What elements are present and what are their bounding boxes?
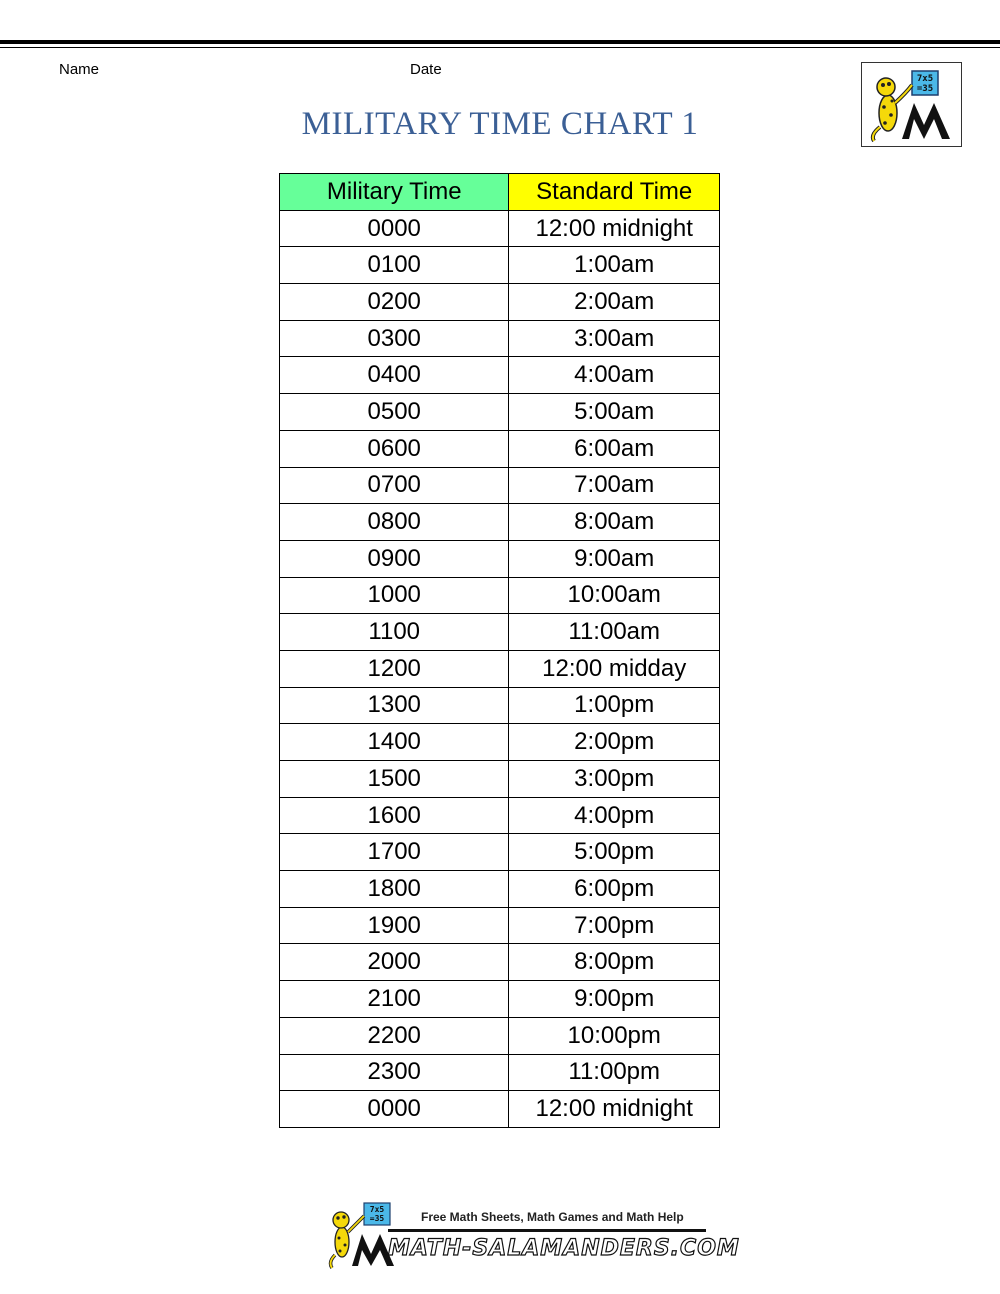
- standard-time-cell: 8:00am: [509, 504, 720, 541]
- standard-time-cell: 4:00pm: [509, 797, 720, 834]
- table-row: [280, 907, 720, 944]
- standard-time-cell: 6:00am: [509, 430, 720, 467]
- military-time-cell: 0700: [280, 467, 509, 504]
- standard-time-cell: 6:00pm: [509, 871, 720, 908]
- military-time-cell: 1700: [280, 834, 509, 871]
- military-time-cell: 0500: [280, 394, 509, 431]
- standard-time-cell: 11:00pm: [509, 1054, 720, 1091]
- military-time-cell: 1200: [280, 650, 509, 687]
- military-time-cell: 0800: [280, 504, 509, 541]
- table-row: [280, 871, 720, 908]
- standard-time-cell: 10:00am: [509, 577, 720, 614]
- standard-time-cell: 9:00am: [509, 540, 720, 577]
- table-row: [280, 1054, 720, 1091]
- table-row: [280, 247, 720, 284]
- standard-time-cell: 7:00am: [509, 467, 720, 504]
- table-row: [280, 357, 720, 394]
- military-time-table: [279, 173, 720, 1128]
- standard-time-cell: 4:00am: [509, 357, 720, 394]
- standard-time-header: Standard Time: [509, 174, 720, 211]
- table-row: [280, 394, 720, 431]
- military-time-cell: 1800: [280, 871, 509, 908]
- table-row: [280, 981, 720, 1018]
- standard-time-cell: 8:00pm: [509, 944, 720, 981]
- name-label: Name: [59, 61, 100, 78]
- military-time-cell: 1400: [280, 724, 509, 761]
- military-time-cell: 1600: [280, 797, 509, 834]
- military-time-cell: 1900: [280, 907, 509, 944]
- footer-badge-line2: =35: [369, 1214, 385, 1223]
- footer-tagline: Free Math Sheets, Math Games and Math Help: [421, 1210, 684, 1224]
- table-row: [280, 467, 720, 504]
- table-row: [280, 320, 720, 357]
- logo-badge-line1: 7x5: [916, 74, 934, 84]
- footer-site-name: MATH-SALAMANDERS.COM: [388, 1236, 740, 1261]
- military-time-cell: 2200: [280, 1017, 509, 1054]
- standard-time-cell: 2:00pm: [509, 724, 720, 761]
- table-row: [280, 724, 720, 761]
- military-time-cell: 0600: [280, 430, 509, 467]
- footer-rule: [388, 1229, 706, 1232]
- table-row: [280, 1091, 720, 1128]
- table-row: [280, 284, 720, 321]
- standard-time-cell: 5:00pm: [509, 834, 720, 871]
- top-rule-thin: [0, 47, 1000, 48]
- table-row: [280, 797, 720, 834]
- standard-time-cell: 5:00am: [509, 394, 720, 431]
- standard-time-cell: 2:00am: [509, 284, 720, 321]
- military-time-cell: 2300: [280, 1054, 509, 1091]
- table-row: [280, 614, 720, 651]
- military-time-cell: 1300: [280, 687, 509, 724]
- table-row: [280, 687, 720, 724]
- salamander-logo: [861, 62, 962, 147]
- table-row: [280, 540, 720, 577]
- standard-time-cell: 1:00pm: [509, 687, 720, 724]
- table-row: [280, 834, 720, 871]
- footer-salamander-icon: [326, 1200, 396, 1270]
- military-time-cell: 0400: [280, 357, 509, 394]
- military-time-cell: 0900: [280, 540, 509, 577]
- standard-time-cell: 12:00 midnight: [509, 1091, 720, 1128]
- military-time-cell: 2000: [280, 944, 509, 981]
- military-time-cell: 0000: [280, 1091, 509, 1128]
- military-time-header: Military Time: [280, 174, 509, 211]
- table-row: [280, 577, 720, 614]
- standard-time-cell: 1:00am: [509, 247, 720, 284]
- military-time-cell: 1000: [280, 577, 509, 614]
- table-row: [280, 430, 720, 467]
- footer-branding: [326, 1200, 740, 1270]
- standard-time-cell: 12:00 midday: [509, 650, 720, 687]
- table-row: [280, 761, 720, 798]
- salamander-logo-graphic: [862, 63, 960, 145]
- table-row: [280, 1017, 720, 1054]
- standard-time-cell: 9:00pm: [509, 981, 720, 1018]
- standard-time-cell: 11:00am: [509, 614, 720, 651]
- table-header-row: [280, 174, 720, 211]
- date-label: Date: [410, 61, 442, 78]
- logo-badge-line2: =35: [916, 84, 934, 94]
- military-time-cell: 0200: [280, 284, 509, 321]
- military-time-cell: 0000: [280, 210, 509, 247]
- military-time-cell: 1100: [280, 614, 509, 651]
- table-row: [280, 650, 720, 687]
- page-title: MILITARY TIME CHART 1: [301, 106, 699, 142]
- military-time-cell: 0100: [280, 247, 509, 284]
- military-time-cell: 2100: [280, 981, 509, 1018]
- standard-time-cell: 3:00pm: [509, 761, 720, 798]
- table-row: [280, 944, 720, 981]
- standard-time-cell: 3:00am: [509, 320, 720, 357]
- standard-time-cell: 12:00 midnight: [509, 210, 720, 247]
- standard-time-cell: 10:00pm: [509, 1017, 720, 1054]
- standard-time-cell: 7:00pm: [509, 907, 720, 944]
- footer-badge-line1: 7x5: [369, 1205, 385, 1214]
- military-time-cell: 1500: [280, 761, 509, 798]
- table-row: [280, 210, 720, 247]
- military-time-cell: 0300: [280, 320, 509, 357]
- top-rule-thick: [0, 40, 1000, 44]
- table-row: [280, 504, 720, 541]
